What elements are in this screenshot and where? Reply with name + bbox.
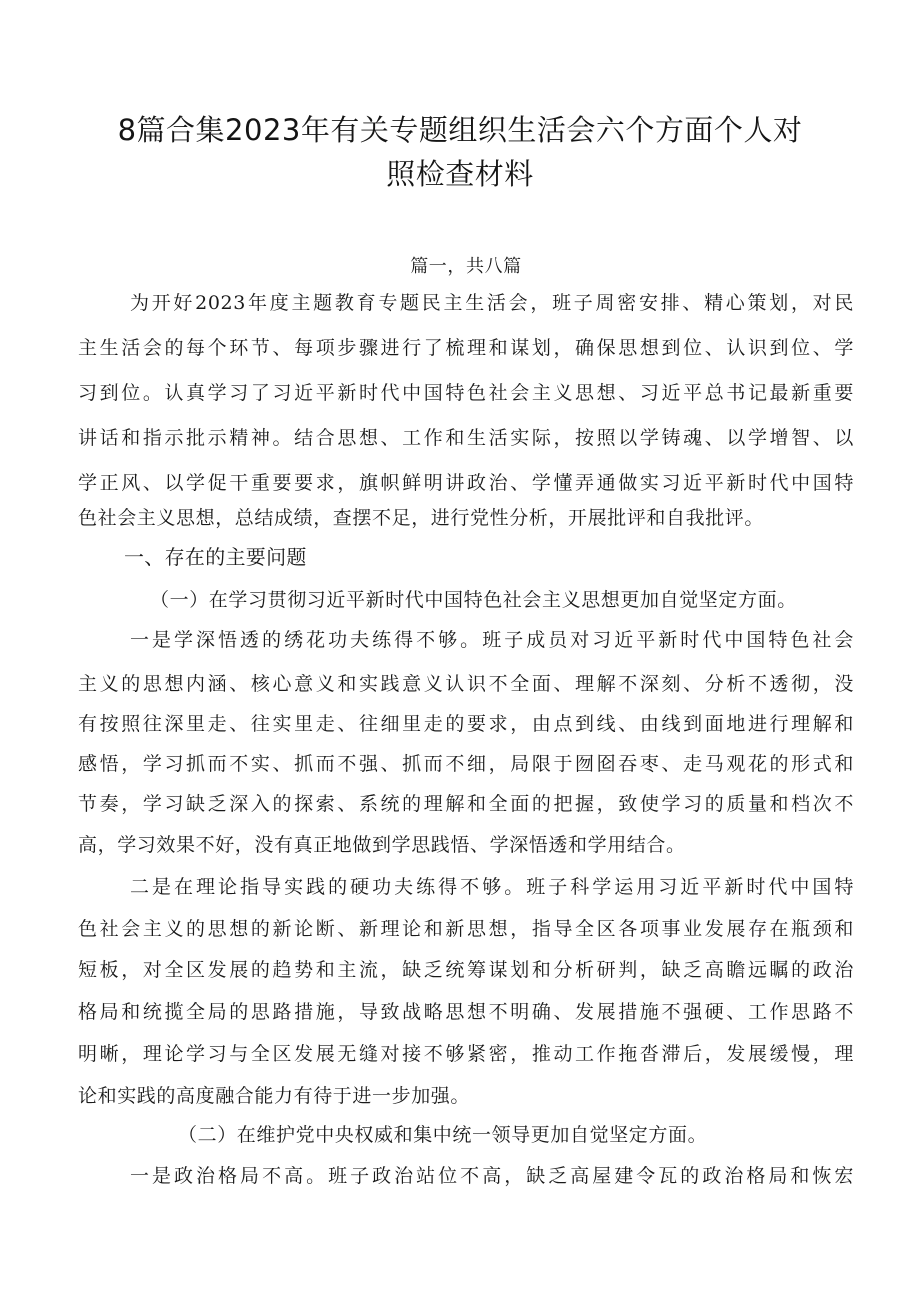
subsection-heading: （一）在学习贯彻习近平新时代中国特色社会主义思想更加自觉坚定方面。 — [150, 589, 797, 611]
paragraph-line: 学正风、以学促干重要要求，旗帜鲜明讲政治、学懂弄通做实习近平新时代中国特 — [78, 472, 854, 494]
paragraph-line: 感悟，学习抓而不实、抓而不强、抓而不细，局限于囫囵吞枣、走马观花的形式和 — [78, 753, 854, 775]
paragraph-line: 讲话和指示批示精神。结合思想、工作和生活实际，按照以学铸魂、以学增智、以 — [78, 427, 854, 449]
section-label: 篇一，共八篇 — [410, 256, 522, 277]
paragraph-line: 一是政治格局不高。班子政治站位不高，缺乏高屋建令瓦的政治格局和恢宏 — [130, 1165, 854, 1187]
paragraph-line: 一是学深悟透的绣花功夫练得不够。班子成员对习近平新时代中国特色社会 — [130, 629, 854, 651]
paragraph-line: 为开好2023年度主题教育专题民主生活会，班子周密安排、精心策划，对民 — [130, 292, 854, 314]
section-heading: 一、存在的主要问题 — [124, 545, 307, 569]
paragraph-line: 色社会主义的思想的新论断、新理论和新思想，指导全区各项事业发展存在瓶颈和 — [78, 918, 854, 940]
paragraph-line: 节奏，学习缺乏深入的探索、系统的理解和全面的把握，致使学习的质量和档次不 — [78, 793, 854, 815]
paragraph-line: 主义的思想内涵、核心意义和实践意义认识不全面、理解不深刻、分析不透彻，没 — [78, 673, 854, 695]
paragraph-line: 有按照往深里走、往实里走、往细里走的要求，由点到线、由线到面地进行理解和 — [78, 713, 854, 735]
document-title-line-2: 照检查材料 — [386, 157, 534, 191]
paragraph-line: 高，学习效果不好，没有真正地做到学思践悟、学深悟透和学用结合。 — [78, 834, 686, 856]
paragraph-line: 论和实践的高度融合能力有待于进一步加强。 — [78, 1085, 471, 1107]
subsection-heading: （二）在维护党中央权威和集中统一领导更加自觉坚定方面。 — [178, 1124, 708, 1146]
paragraph-line: 二是在理论指导实践的硬功夫练得不够。班子科学运用习近平新时代中国特 — [130, 876, 854, 898]
document-title-line-1: 8篇合集2023年有关专题组织生活会六个方面个人对 — [117, 113, 803, 147]
paragraph-line: 习到位。认真学习了习近平新时代中国特色社会主义思想、习近平总书记最新重要 — [78, 382, 854, 404]
paragraph-line: 主生活会的每个环节、每项步骤进行了梳理和谋划，确保思想到位、认识到位、学 — [78, 337, 854, 359]
paragraph-line: 格局和统揽全局的思路措施，导致战略思想不明确、发展措施不强硬、工作思路不 — [78, 1001, 854, 1023]
paragraph-line: 明晰，理论学习与全区发展无缝对接不够紧密，推动工作拖沓滞后，发展缓慢，理 — [78, 1043, 854, 1065]
paragraph-line: 色社会主义思想，总结成绩，查摆不足，进行党性分析，开展批评和自我批评。 — [78, 507, 765, 529]
paragraph-line: 短板，对全区发展的趋势和主流，缺乏统筹谋划和分析研判，缺乏高瞻远瞩的政治 — [78, 959, 854, 981]
